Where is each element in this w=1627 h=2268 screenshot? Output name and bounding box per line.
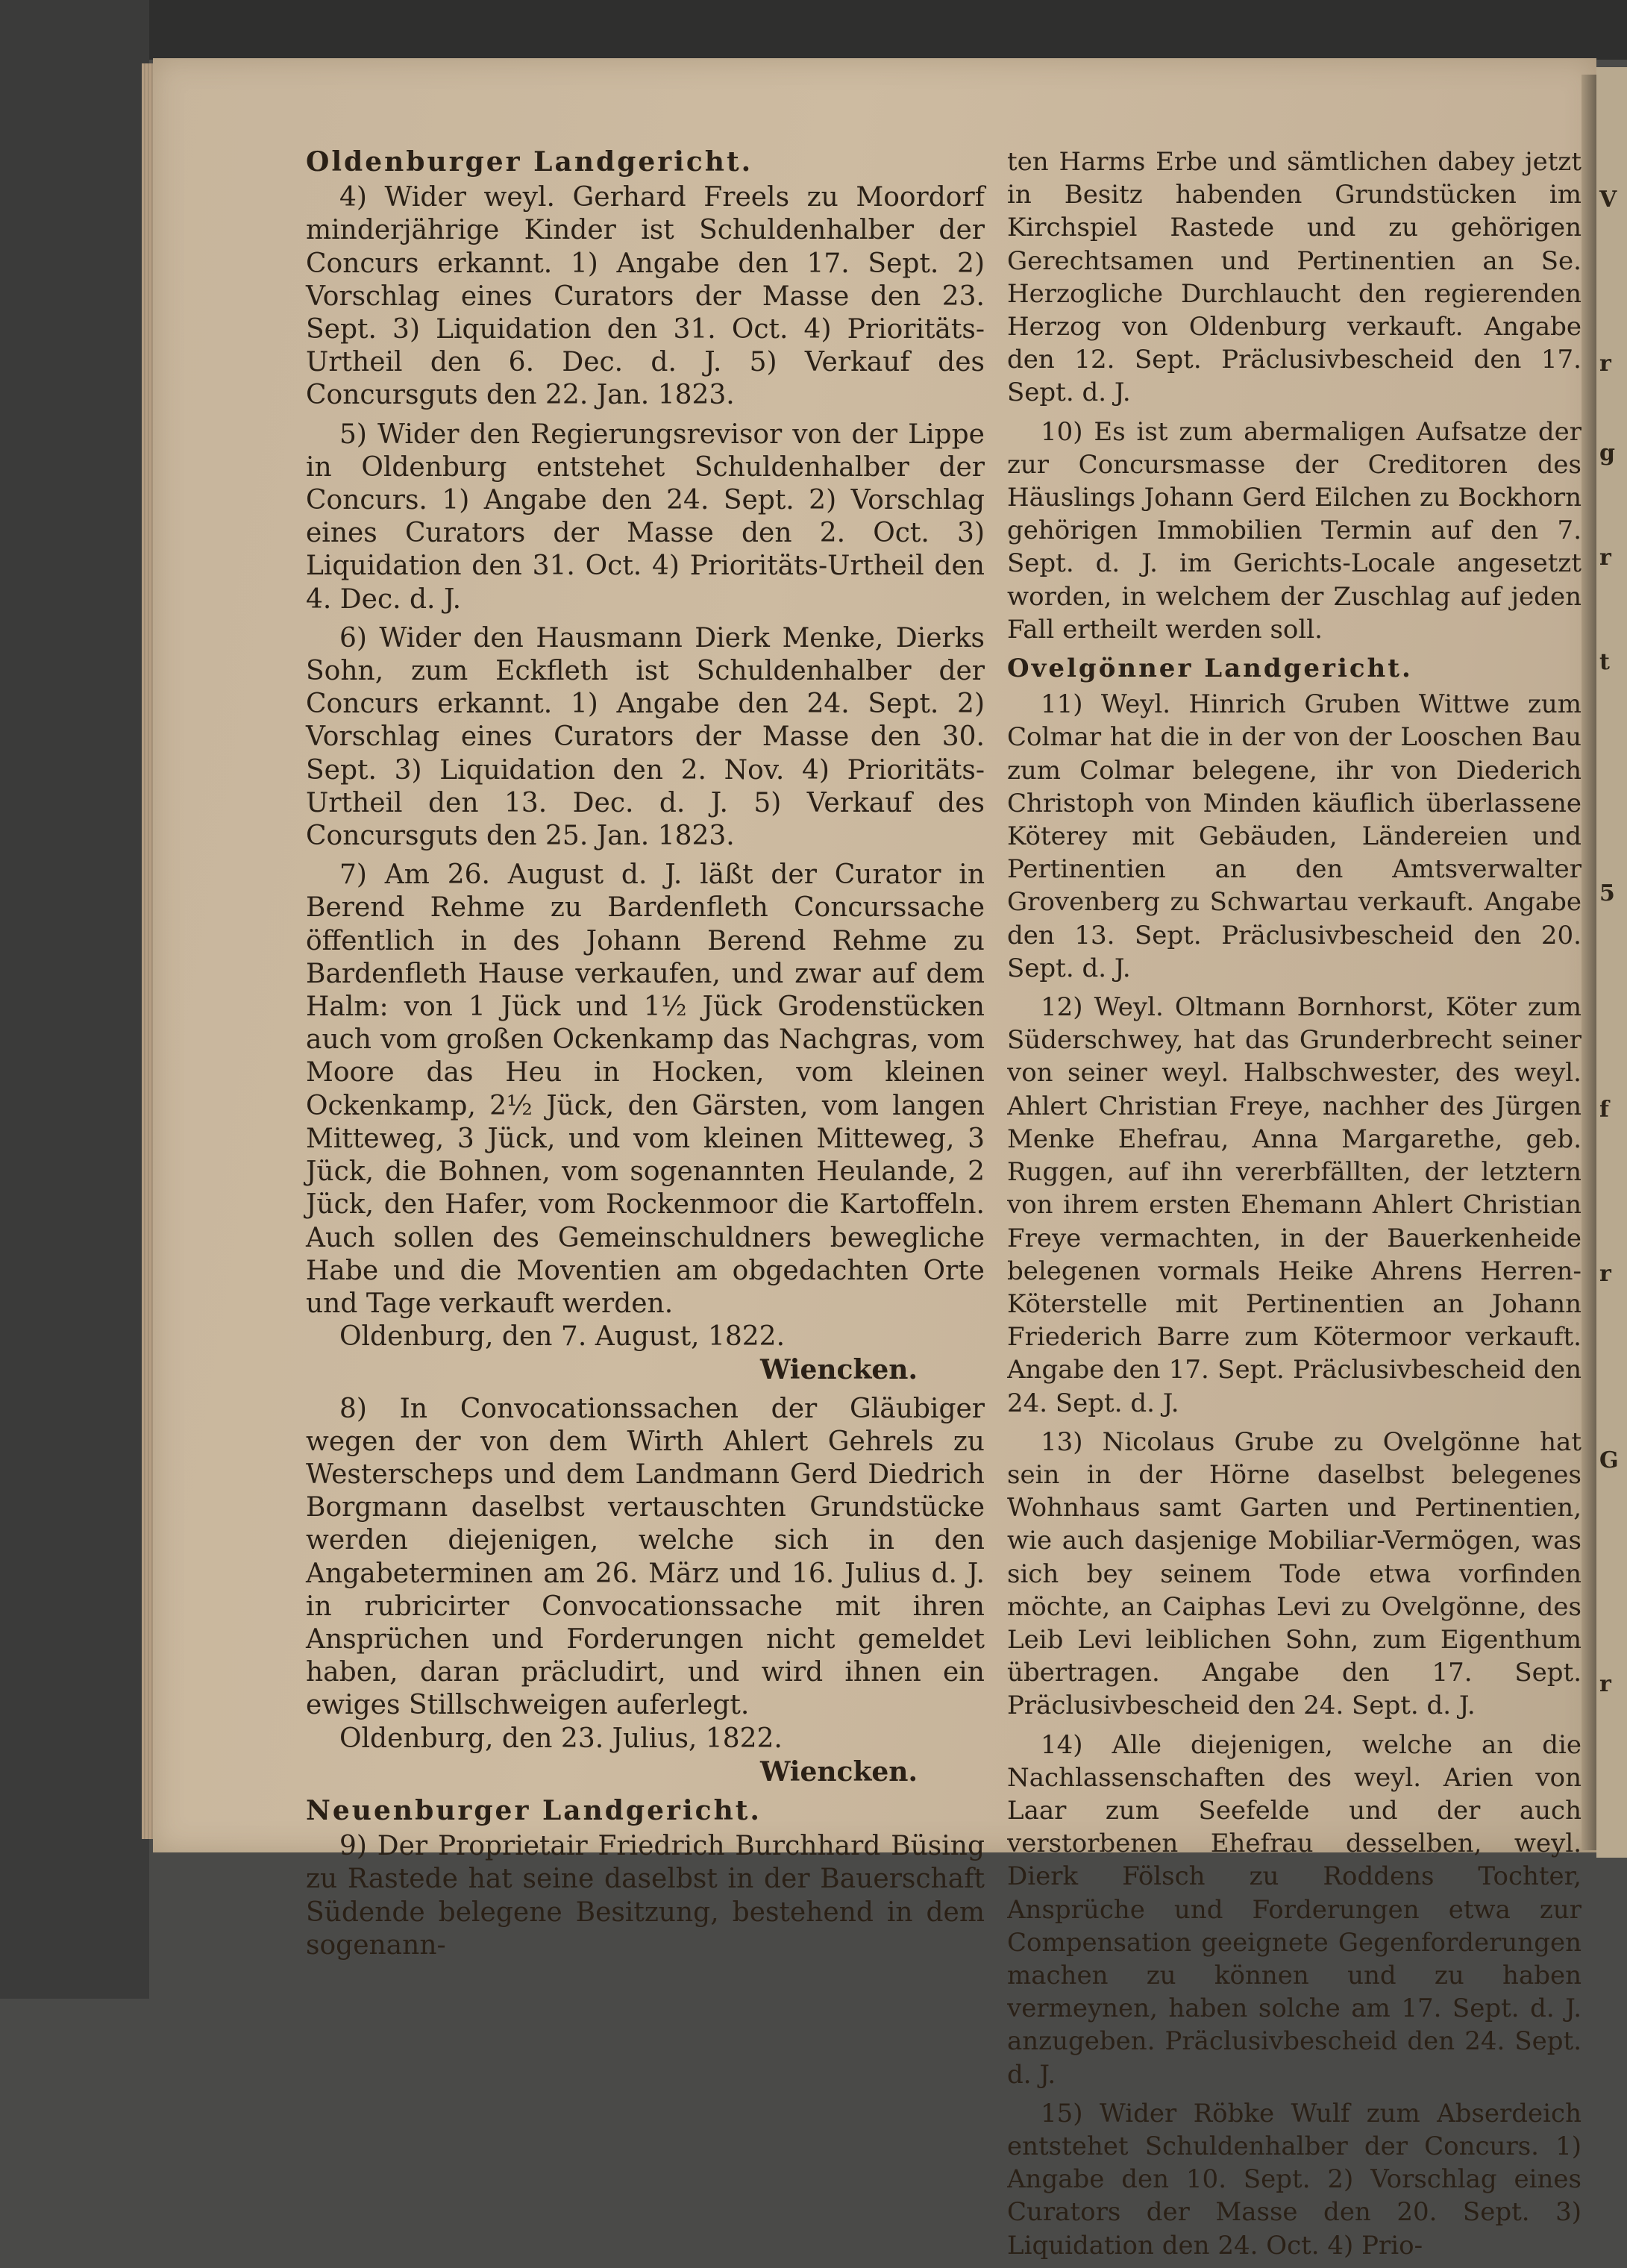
notice-5: 5) Wider den Regierungsrevisor von der Lippe in Oldenburg entstehet Schuldenhalber der Concurs. 1) Angabe den 24. Sept. 2) Vorschlag eines Curators der Masse den 2. Oct. 3) Liquidation den 31. Oct. 4) Prioritäts-Urtheil den 4. Dec. d. J. xyxy=(306,419,985,615)
next-page-fragment: r xyxy=(1599,1261,1611,1287)
notice-6: 6) Wider den Hausmann Dierk Menke, Dierks Sohn, zum Eckfleth ist Schuldenhalber der Concurs erkannt. 1) Angabe den 24. Sept. 2) Vorschlag eines Curators der Masse den 30. Sept. 3) Liquidation den 2. Nov. 4) Prioritäts-Urtheil den 13. Dec. d. J. 5) Verkauf des Concursguts den 25. Jan. 1823. xyxy=(306,622,985,852)
right-column xyxy=(1007,145,1581,2268)
next-page-fragment: r xyxy=(1599,351,1611,377)
scan-background-top xyxy=(0,0,1627,60)
notice-7-signature: Wiencken. xyxy=(759,1354,918,1386)
next-page-fragment: r xyxy=(1599,545,1611,571)
notice-13: 13) Nicolaus Grube zu Ovelgönne hat sein in der Hörne daselbst belegenes Wohnhaus samt Garten und Pertinentien, wie auch dasjenige Mobiliar-Vermögen, was sich bey seinem Tode etwa vorfinden möchte, an Caiphas Levi zu Ovelgönne, des Leib Levi leiblichen Sohn, zum Eigenthum übertragen. Angabe den 17. Sept. Präclusivbescheid den 24. Sept. d. J. xyxy=(1007,1426,1581,1721)
next-page-fragment: r xyxy=(1599,1671,1611,1697)
notice-4: 4) Wider weyl. Gerhard Freels zu Moordorf minderjährige Kinder ist Schuldenhalber der Concurs erkannt. 1) Angabe den 17. Sept. 2) Vorschlag eines Curators der Masse den 23. Sept. 3) Liquidation den 31. Oct. 4) Prioritäts-Urtheil den 6. Dec. d. J. 5) Verkauf des Concursguts den 22. Jan. 1823. xyxy=(306,182,985,411)
notice-9: 9) Der Proprietair Friedrich Burchhard Büsing zu Rastede hat seine daselbst in der Bauerschaft Südende belegene Besitzung, bestehend in dem sogenann- xyxy=(306,1831,985,1961)
notice-7: 7) Am 26. August d. J. läßt der Curator in Berend Rehme zu Bardenfleth Concurssache öffentlich in des Johann Berend Rehme zu Bardenfleth Hause verkaufen, und zwar auf dem Halm: von 1 Jück und 1½ Jück Grodenstücken auch vom großen Ockenkamp das Nachgras, vom Moore das Heu in Hocken, vom kleinen Ockenkamp, 2½ Jück, den Gärsten, vom langen Mitteweg, 3 Jück, und vom kleinen Mitteweg, 3 Jück, die Bohnen, vom sogenannten Heulande, 2 Jück, den Hafer, vom Rockenmoor die Kartoffeln. Auch sollen des Gemeinschuldners bewegliche Habe und die Moventien am obgedachten Orte und Tage verkauft werden. xyxy=(306,859,985,1319)
notice-8: 8) In Convocationssachen der Gläubiger wegen der von dem Wirth Ahlert Gehrels zu Westerscheps und dem Landmann Gerd Diedrich Borgmann daselbst vertauschten Grundstücke werden diejenigen, welche sich in den Angabeterminen am 26. März und 16. Julius d. J. in rubricirter Convocationssache mit ihren Ansprüchen und Forderungen nicht gemeldet haben, daran präcludirt, und wird ihnen ein ewiges Stillschweigen auferlegt. xyxy=(306,1393,985,1721)
left-column xyxy=(306,145,985,1968)
scan-background-left xyxy=(0,0,149,1999)
next-page-fragment: 5 xyxy=(1599,880,1615,906)
notice-14: 14) Alle diejenigen, welche an die Nachlassenschaften des weyl. Arien von Laar zum Seefelde und der auch verstorbenen Ehefrau desselben, weyl. Dierk Fölsch zu Roddens Tochter, Ansprüche und Forderungen etwa zur Compensation geeignete Gegenforderungen machen zu können und zu haben vermeynen, haben solche am 17. Sept. d. J. anzugeben. Präclusivbescheid den 24. Sept. d. J. xyxy=(1007,1729,1581,2090)
notice-9-continued: ten Harms Erbe und sämtlichen dabey jetzt in Besitz habenden Grundstücken im Kirchspiel Rastede und zu gehörigen Gerechtsamen und Pertinentien an Se. Herzogliche Durchlaucht den regierenden Herzog von Oldenburg verkauft. Angabe den 12. Sept. Präclusivbescheid den 17. Sept. d. J. xyxy=(1007,147,1581,408)
notice-8-place-date: Oldenburg, den 23. Julius, 1822. xyxy=(339,1723,783,1754)
notice-15: 15) Wider Röbke Wulf zum Abserdeich entstehet Schuldenhalber der Concurs. 1) Angabe den 10. Sept. 2) Vorschlag eines Curators der Masse den 20. Sept. 3) Liquidation den 24. Oct. 4) Prio- xyxy=(1007,2098,1581,2261)
next-page-fragment: f xyxy=(1599,1097,1609,1123)
section-heading-neuenburg: Neuenburger Landgericht. xyxy=(306,1794,762,1826)
next-page-fragment: t xyxy=(1599,649,1610,675)
notice-10: 10) Es ist zum abermaligen Aufsatze der zur Concursmasse der Creditoren des Häuslings Johann Gerd Eilchen zu Bockhorn gehörigen Immobilien Termin auf den 7. Sept. d. J. im Gerichts-Locale angesetzt worden, in welchem der Zuschlag auf jeden Fall ertheilt werden soll. xyxy=(1007,416,1581,645)
notice-7-place-date: Oldenburg, den 7. August, 1822. xyxy=(339,1321,786,1353)
next-page-fragment: V xyxy=(1599,187,1617,213)
notice-8-signature: Wiencken. xyxy=(759,1755,918,1788)
section-heading-ovelgoenne: Ovelgönner Landgericht. xyxy=(1007,654,1413,684)
section-heading-oldenburg: Oldenburger Landgericht. xyxy=(306,146,753,178)
notice-12: 12) Weyl. Oltmann Bornhorst, Köter zum Süderschwey, hat das Grunderbrecht seiner von seiner weyl. Halbschwester, des weyl. Ahlert Christian Freye, nachher des Jürgen Menke Ehefrau, Anna Margarethe, geb. Ruggen, auf ihn vererbfällten, der letztern von ihrem ersten Ehemann Ahlert Christian Freye vermachten, in der Bauerkenheide belegenen vormals Heike Ahrens Herren-Köterstelle mit Pertinentien an Johann Friederich Barre zum Kötermoor verkauft. Angabe den 17. Sept. Präclusivbescheid den 24. Sept. d. J. xyxy=(1007,992,1581,1418)
next-page-edge xyxy=(1596,67,1627,1858)
notice-11: 11) Weyl. Hinrich Gruben Wittwe zum Colmar hat die in der von der Looschen Bau zum Colmar belegene, ihr von Diederich Christoph von Minden käuflich überlassene Köterey mit Gebäuden, Ländereien und Pertinentien an den Amtsverwalter Grovenberg zu Schwartau verkauft. Angabe den 13. Sept. Präclusivbescheid den 20. Sept. d. J. xyxy=(1007,689,1581,983)
book-gutter xyxy=(1581,75,1596,1850)
next-page-fragment: G xyxy=(1599,1447,1619,1473)
next-page-fragment: g xyxy=(1599,440,1615,466)
